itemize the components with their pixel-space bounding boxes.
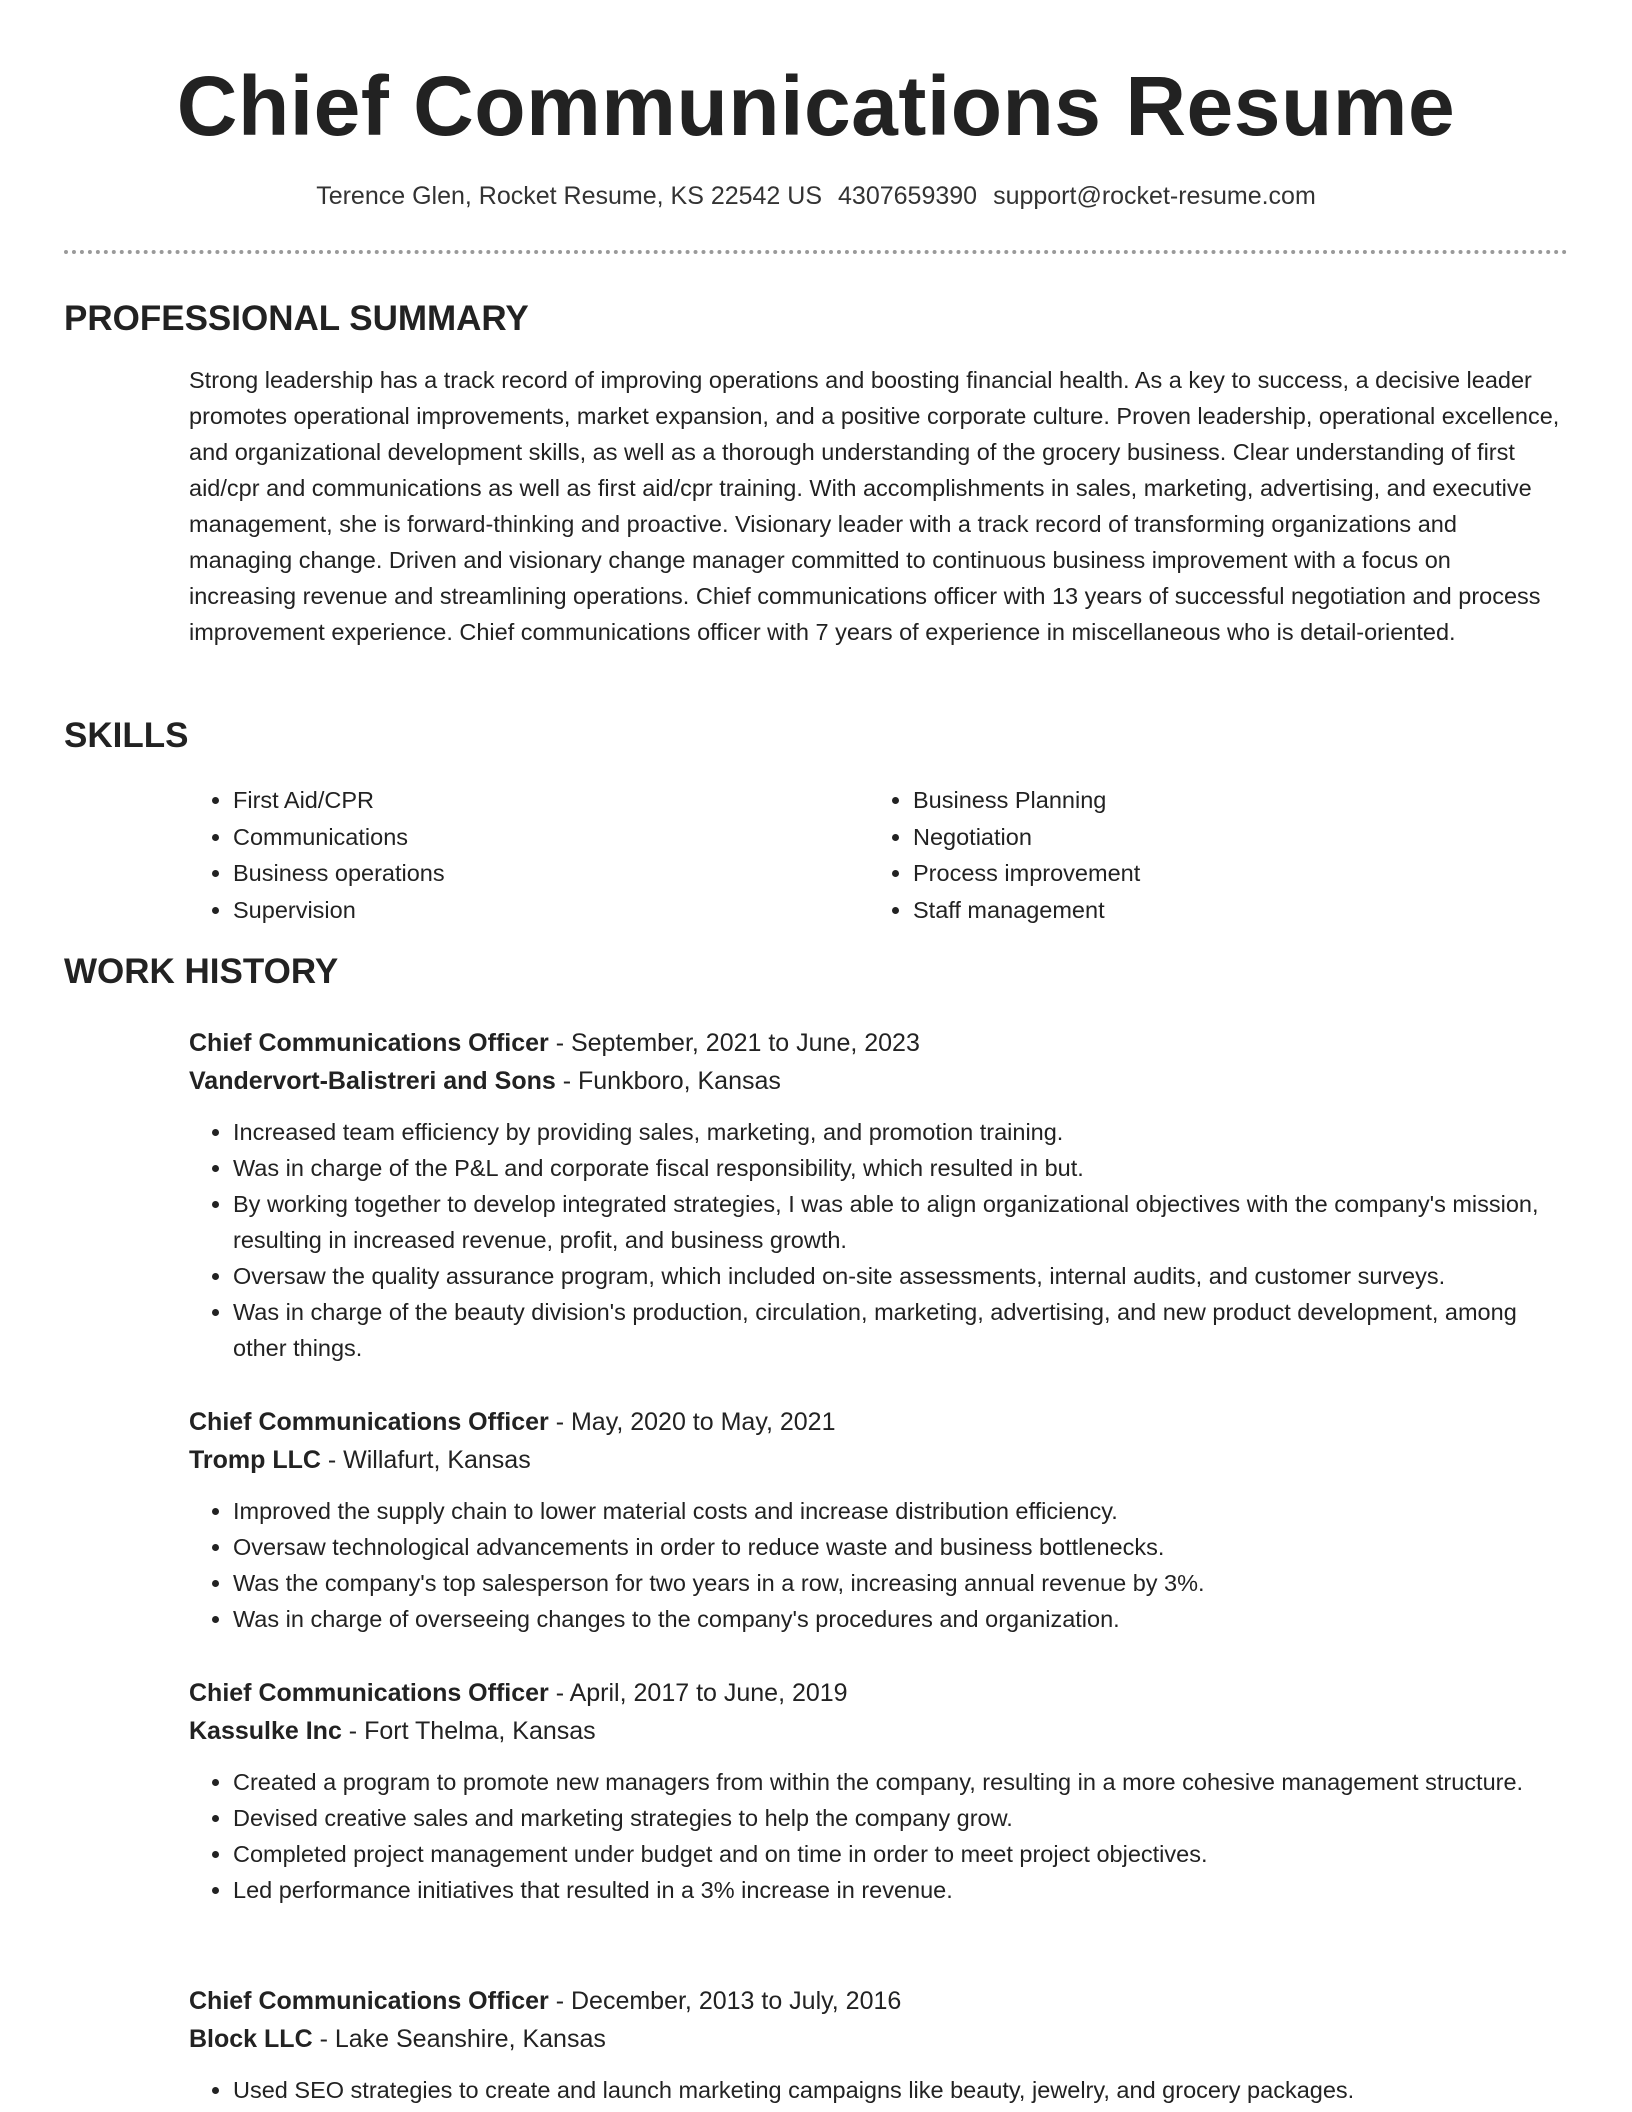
job-company: Vandervort-Balistreri and Sons bbox=[189, 1067, 556, 1095]
job-bullets bbox=[189, 1764, 1564, 1908]
job-company: Tromp LLC bbox=[189, 1446, 321, 1474]
job-bullet: • Improved the supply chain to lower material costs and increase distribution efficiency. bbox=[233, 1493, 1564, 1529]
job-bullet: • Was in charge of the P&L and corporate fiscal responsibility, which resulted in but. bbox=[233, 1150, 1564, 1186]
skill-item: • First Aid/CPR bbox=[233, 782, 869, 819]
job-bullet: • By working together to develop integrated strategies, I was able to align organizational objectives with the company's mission, resulting in increased revenue, profit, and business growth. bbox=[233, 1186, 1564, 1258]
work-heading: WORK HISTORY bbox=[64, 952, 339, 991]
job-company-line bbox=[189, 2020, 1564, 2058]
skills-column-right bbox=[869, 782, 1549, 928]
job-company: Kassulke Inc bbox=[189, 1717, 342, 1745]
job-location: - Funkboro, Kansas bbox=[555, 1067, 781, 1095]
job-bullet: • Devised creative sales and marketing strategies to help the company grow. bbox=[233, 1800, 1564, 1836]
skill-item: • Communications bbox=[233, 819, 869, 856]
job-entry bbox=[189, 1403, 1564, 1637]
job-bullet: • Increased team efficiency by providing sales, marketing, and promotion training. bbox=[233, 1114, 1564, 1150]
job-title: Chief Communications Officer bbox=[189, 1029, 549, 1057]
job-bullet: • Created a program to promote new managers from within the company, resulting in a more cohesive management structure. bbox=[233, 1764, 1564, 1800]
job-bullets bbox=[189, 1493, 1564, 1637]
job-dates: - December, 2013 to July, 2016 bbox=[548, 1987, 902, 2015]
job-bullet: • Used SEO strategies to create and launch marketing campaigns like beauty, jewelry, and grocery packages. bbox=[233, 2072, 1564, 2108]
job-entry bbox=[189, 1982, 1564, 2108]
job-company-line bbox=[189, 1062, 1564, 1100]
skill-item: • Negotiation bbox=[913, 819, 1549, 856]
job-entry bbox=[189, 1674, 1564, 1908]
job-title-line bbox=[189, 1982, 1564, 2020]
job-location: - Fort Thelma, Kansas bbox=[341, 1717, 596, 1745]
skill-item: • Business operations bbox=[233, 855, 869, 892]
contact-address: Terence Glen, Rocket Resume, KS 22542 US bbox=[316, 182, 823, 210]
job-company: Block LLC bbox=[189, 2025, 313, 2053]
contact-phone: 4307659390 bbox=[838, 182, 978, 210]
job-location: - Willafurt, Kansas bbox=[320, 1446, 531, 1474]
skill-item: • Staff management bbox=[913, 892, 1549, 929]
job-bullet: • Was in charge of overseeing changes to the company's procedures and organization. bbox=[233, 1601, 1564, 1637]
job-bullet: • Led performance initiatives that resulted in a 3% increase in revenue. bbox=[233, 1872, 1564, 1908]
summary-text: Strong leadership has a track record of improving operations and boosting financial health. As a key to success, a decisive leader promotes operational improvements, market expansion, and a positive corporate culture. Proven leadership, operational excellence, and organizational development skills, as well as a thorough understanding of the grocery business. Clear understanding of first aid/cpr and communications as well as first aid/cpr training. With accomplishments in sales, marketing, advertising, and executive management, she is forward-thinking and proactive. Visionary leader with a track record of transforming organizations and managing change. Driven and visionary change manager committed to continuous business improvement with a focus on increasing revenue and streamlining operations. Chief communications officer with 13 years of successful negotiation and process improvement experience. Chief communications officer with 7 years of experience in miscellaneous who is detail-oriented. bbox=[189, 367, 1560, 645]
contact-email: support@rocket-resume.com bbox=[993, 182, 1316, 210]
summary-heading: PROFESSIONAL SUMMARY bbox=[64, 299, 529, 338]
skills-column-left bbox=[189, 782, 869, 928]
job-title-line bbox=[189, 1674, 1564, 1712]
job-title: Chief Communications Officer bbox=[189, 1408, 549, 1436]
job-bullet: • Completed project management under budget and on time in order to meet project objectives. bbox=[233, 1836, 1564, 1872]
resume-title: Chief Communications Resume bbox=[176, 59, 1456, 153]
job-dates: - April, 2017 to June, 2019 bbox=[548, 1679, 848, 1707]
job-bullets bbox=[189, 1114, 1564, 1366]
job-title: Chief Communications Officer bbox=[189, 1987, 549, 2015]
job-bullet: • Oversaw the quality assurance program, which included on-site assessments, internal audits, and customer surveys. bbox=[233, 1258, 1564, 1294]
job-bullets bbox=[189, 2072, 1564, 2108]
skills-list bbox=[189, 782, 1564, 928]
job-title: Chief Communications Officer bbox=[189, 1679, 549, 1707]
job-dates: - May, 2020 to May, 2021 bbox=[548, 1408, 836, 1436]
skill-item: • Process improvement bbox=[913, 855, 1549, 892]
job-company-line bbox=[189, 1441, 1564, 1479]
job-bullet: • Was in charge of the beauty division's production, circulation, marketing, advertising, and new product development, among other things. bbox=[233, 1294, 1564, 1366]
skill-item: • Business Planning bbox=[913, 782, 1549, 819]
job-company-line bbox=[189, 1712, 1564, 1750]
job-bullet: • Oversaw technological advancements in order to reduce waste and business bottlenecks. bbox=[233, 1529, 1564, 1565]
header-divider bbox=[64, 250, 1568, 254]
job-entry bbox=[189, 1024, 1564, 1366]
job-bullet: • Was the company's top salesperson for two years in a row, increasing annual revenue by 3%. bbox=[233, 1565, 1564, 1601]
job-location: - Lake Seanshire, Kansas bbox=[312, 2025, 606, 2053]
job-title-line bbox=[189, 1403, 1564, 1441]
job-dates: - September, 2021 to June, 2023 bbox=[548, 1029, 920, 1057]
job-title-line bbox=[189, 1024, 1564, 1062]
skills-heading: SKILLS bbox=[64, 716, 189, 755]
contact-line bbox=[0, 180, 1632, 212]
skill-item: • Supervision bbox=[233, 892, 869, 929]
